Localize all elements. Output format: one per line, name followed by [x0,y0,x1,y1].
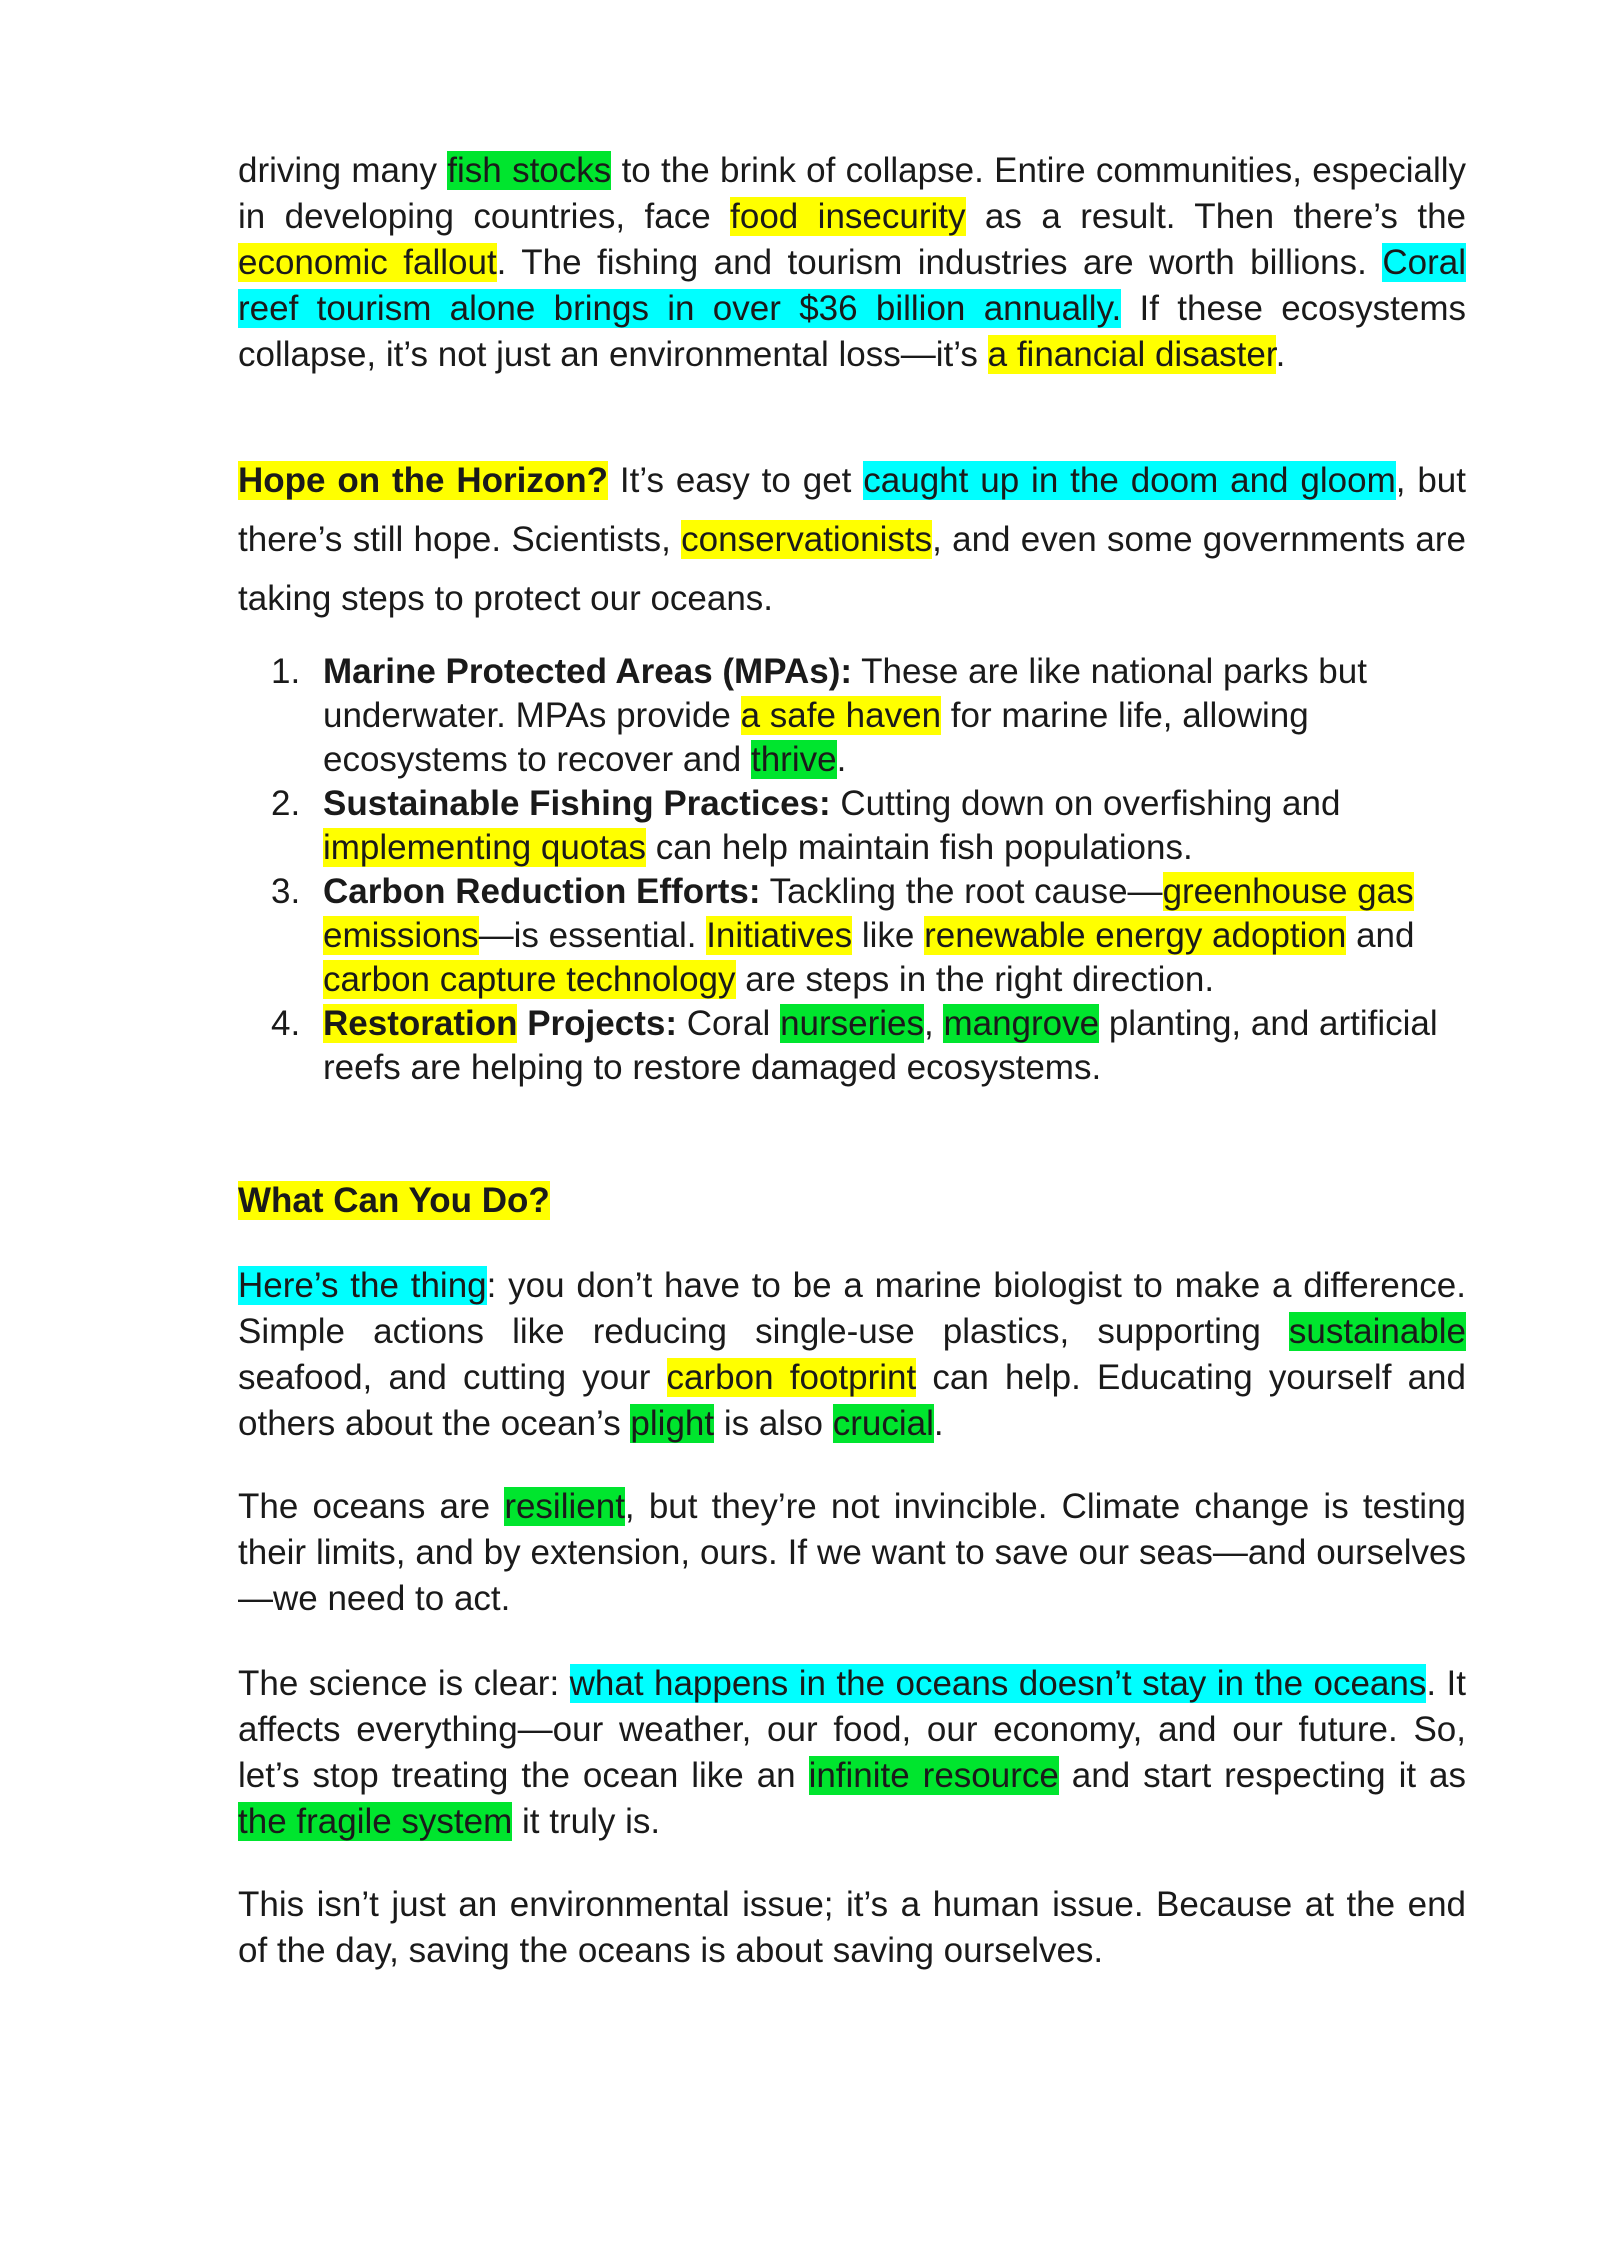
list-item [238,650,1466,782]
highlighted-text: implementing quotas [323,828,646,867]
text-run: Marine Protected Areas (MPAs): [323,652,853,691]
list-number: 3. [271,872,301,911]
list-number: 1. [271,652,301,691]
paragraph-economic-impact [238,148,1466,378]
list-item [238,1002,1466,1090]
text-run: driving many [238,151,448,190]
paragraph-science-clear [238,1661,1466,1845]
highlighted-text: Initiatives [706,916,853,955]
list-number: 2. [271,784,301,823]
paragraph-hope [238,451,1466,628]
text-run: , but there’s still hope. Scientists, [238,461,1466,559]
highlighted-text: what happens in the oceans doesn’t stay in the oceans [569,1664,1427,1703]
highlighted-text: thrive [750,740,837,779]
text-run: . The fishing and tourism industries are worth billions. [496,243,1383,282]
highlighted-text: Hope on the Horizon? [238,461,609,500]
text-run: . [933,1404,944,1443]
highlighted-text: greenhouse gas emissions [323,872,1414,955]
text-run: and start respecting it as [1058,1756,1466,1795]
text-run: seafood, and cutting your [238,1358,667,1397]
highlighted-text: a safe haven [740,696,942,735]
highlighted-text: a financial disaster [987,335,1276,374]
solutions-list [238,650,1466,1090]
highlighted-text: Here’s the thing [238,1266,487,1305]
text-run: Sustainable Fishing Practices: [323,784,831,823]
text-run: , but they’re not invincible. Climate change is testing their limits, and by extension, ours. If we want to save our seas—and ourselves—we need to act. [238,1487,1466,1618]
text-run: Tackling the root cause— [760,872,1163,911]
highlighted-text: infinite resource [808,1756,1059,1795]
highlighted-text: renewable energy adoption [924,916,1347,955]
text-run: for marine life, allowing ecosystems to recover and [323,696,1309,779]
text-run: Coral [676,1004,781,1043]
highlighted-text: conservationists [681,520,933,559]
paragraph-what-you-can-do [238,1263,1466,1447]
section-heading-what-can-you-do [238,1178,550,1224]
text-run: This isn’t just an environmental issue; it’s a human issue. Because at the end of the day, saving the oceans is about saving ourselves. [238,1885,1466,1970]
text-run: Cutting down on overfishing and [830,784,1341,823]
text-run: , and even some governments are taking steps to protect our oceans. [238,520,1466,618]
text-run: It’s easy to get [608,461,864,500]
heading-text: What Can You Do? [238,1181,550,1220]
list-item [238,870,1466,1002]
text-run: it truly is. [512,1802,661,1841]
list-number: 4. [271,1004,301,1043]
paragraph-oceans-resilient [238,1484,1466,1622]
list-item [238,782,1466,870]
highlighted-text: Coral reef tourism alone brings in over $36 billion annually. [238,243,1466,328]
text-run: are steps in the right direction. [735,960,1215,999]
highlighted-text: carbon footprint [666,1358,917,1397]
text-run: is also [714,1404,833,1443]
text-run: . [1275,335,1286,374]
text-run: Carbon Reduction Efforts: [323,872,761,911]
text-run: planting, and artificial reefs are helping to restore damaged ecosystems. [323,1004,1438,1087]
text-run: : you don’t have to be a marine biologist to make a difference. Simple actions like reducing single-use plastics, supporting [238,1266,1466,1351]
text-run: Projects: [517,1004,677,1043]
highlighted-text: plight [630,1404,715,1443]
paragraph-closing [238,1882,1466,1974]
text-run: , [924,1004,944,1043]
highlighted-text: mangrove [943,1004,1100,1043]
text-run: These are like national parks but underwater. MPAs provide [323,652,1367,735]
text-run: as a result. Then there’s the [965,197,1467,236]
text-run: . [836,740,847,779]
text-run: . It affects everything—our weather, our food, our economy, and our future. So, let’s stop treating the ocean like an [238,1664,1466,1795]
text-run: The oceans are [238,1487,505,1526]
text-run: to the brink of collapse. Entire communities, especially in developing countries, face [238,151,1466,236]
text-run: —is essential. [478,916,707,955]
text-run: can help maintain fish populations. [645,828,1193,867]
text-run: can help. Educating yourself and others about the ocean’s [238,1358,1466,1443]
highlighted-text: sustainable [1288,1312,1466,1351]
text-run: If these ecosystems collapse, it’s not just an environmental loss—it’s [238,289,1466,374]
text-run: like [852,916,925,955]
highlighted-text: caught up in the doom and gloom [863,461,1396,500]
highlighted-text: carbon capture technology [323,960,736,999]
highlighted-text: the fragile system [238,1802,513,1841]
highlighted-text: food insecurity [730,197,966,236]
highlighted-text: economic fallout [238,243,497,282]
text-run: and [1346,916,1415,955]
highlighted-text: fish stocks [447,151,612,190]
highlighted-text: crucial [832,1404,934,1443]
text-run: The science is clear: [238,1664,570,1703]
highlighted-text: Restoration [323,1004,518,1043]
highlighted-text: nurseries [780,1004,925,1043]
highlighted-text: resilient [504,1487,625,1526]
